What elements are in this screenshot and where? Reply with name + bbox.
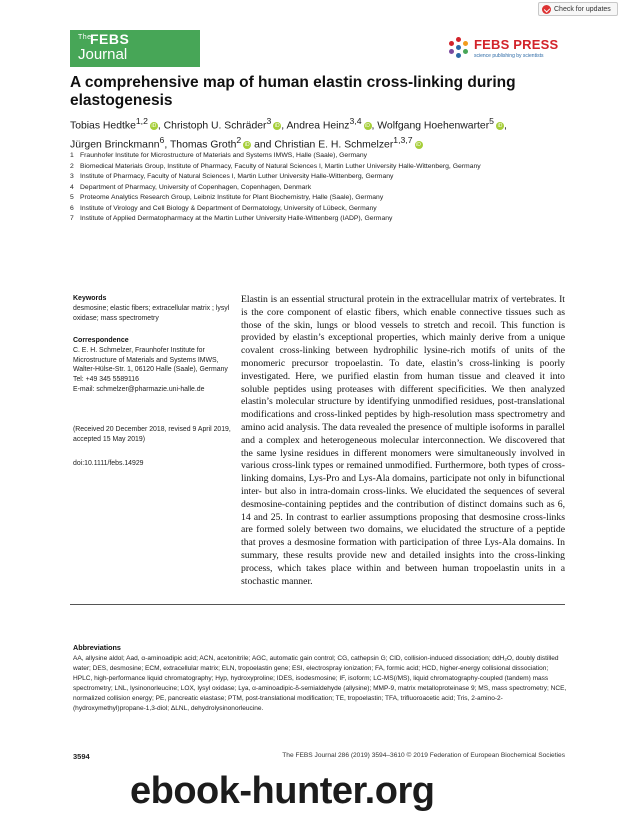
journal-citation: The FEBS Journal 286 (2019) 3594–3610 © 2019 Federation of European Biochemical Societies [282,752,565,759]
doi[interactable]: doi:10.1111/febs.14929 [73,460,144,467]
author-name: Wolfgang Hoehenwarter [377,120,490,132]
febs-press-name: FEBS PRESS [474,37,559,52]
author-affiliation-mark: 3,4 [349,116,362,126]
correspondence-block [73,336,233,395]
affiliation-number: 4 [70,183,74,191]
author-name: Thomas Groth [169,139,237,151]
orcid-icon[interactable]: iD [416,142,421,149]
author-affiliation-mark: 3 [266,116,272,126]
correspondence-email[interactable]: E-mail: schmelzer@pharmazie.uni-halle.de [73,385,205,393]
watermark: ebook-hunter.org [130,770,435,812]
author-separator: , [281,120,287,132]
author-separator: , [504,120,507,132]
febs-press-mark-icon [448,37,470,59]
author-name: Andrea Heinz [286,120,350,132]
orcid-icon[interactable]: iD [151,122,157,129]
affiliation-number: 5 [70,194,74,201]
orcid-icon[interactable]: iD [244,142,250,149]
affiliation-number: 3 [70,173,74,180]
article-title: A comprehensive map of human elastin cross-linking during elastogenesis [70,74,516,109]
author-separator: , [164,139,170,151]
affiliation-text: Department of Pharmacy, University of Copenhagen, Copenhagen, Denmark [80,183,312,191]
febs-journal-logo [70,30,200,67]
abbreviations-heading: Abbreviations [73,643,121,652]
affiliation-number: 1 [70,152,74,159]
author-name: Christian E. H. Schmelzer [274,139,394,151]
affiliation-text: Institute of Applied Dermatopharmacy at the Martin Luther University Halle-Wittenberg (IADP), Germany [80,215,393,222]
abstract-text: Elastin is an essential structural protein in the extracellular matrix of vertebrates. It is the core component of elastic fibers, which enable connective tissues such as those of the skin, lungs or blood vessels to stretch and recoil. This function is provided by elastin’s exceptional properties, which mainly derive from a unique covalent cross-linking between hydrophilic lysine-rich motifs of units of the monomeric precursor tropoelastin. To date, elastin’s cross-linking is poorly investigated. Here, we purified elastin from human tissue and cleaved it into soluble peptides using proteases with different specificities. We then analyzed elastin’s molecular structure by identifying unmodified residues, post-translational modifications and cross-linked peptides by high-resolution mass spectrometry and amino acid analysis. The data revealed the presence of multiple isoforms in parallel and a complex and heterogeneous molecular interconnection. We discovered that the same lysine residues in different monomers were simultaneously involved in various cross-link types or remained unmodified. Furthermore, both types of cross-linking domains, Lys-Pro and Lys-Ala domains, participate not only in bifunctional inter- but also in intra-domain cross-links. We elucidated the sequences of several desmosine-containing peptides and the contribution of distinct domains such as 6, 14 and 25. In contrast to earlier assumptions proposing that desmosine cross-links are formed solely between two domains, we elucidated the structure of a peptide that proves a desmosine formation with participation of three Lys-Ala domains. In summary, these results provide new and detailed insights into the cross-linking process, which takes place within and between human tropoelastin units in a stochastic manner. [241,294,565,587]
author-name: Christoph U. Schräder [163,120,267,132]
affiliation-item [70,172,590,183]
affiliation-text: Institute of Pharmacy, Faculty of Natural Sciences I, Martin Luther University Halle-Wittenberg, Germany [80,173,394,180]
affiliation-text: Proteome Analytics Research Group, Leibniz Institute for Plant Biochemistry, Halle (Saale), Germany [80,194,384,201]
check-for-updates-button[interactable] [538,2,618,16]
author-affiliation-mark: 1,3,7 [393,135,413,146]
author-name: Tobias Hedtke [70,120,136,132]
check-updates-icon [542,5,551,14]
affiliation-list [70,151,590,225]
affiliation-item [70,193,590,204]
affiliation-text: Institute of Virology and Cell Biology & Department of Dermatology, University of Lübeck, Germany [80,204,377,212]
affiliation-item [70,162,590,173]
author-affiliation-mark: 2 [236,135,242,146]
correspondence-address: C. E. H. Schmelzer, Fraunhofer Institute for Microstructure of Materials and Systems IMWS, Walter-Hülse-Str. 1, 06120 Halle (Saale), Germany [73,346,228,374]
page-number: 3594 [73,752,90,761]
section-divider [70,604,565,605]
affiliation-text: Fraunhofer Institute for Microstructure of Materials and Systems IMWS, Halle (Saale), Germany [80,152,368,159]
keywords-text: desmosine; elastic fibers; extracellular matrix ; lysyl oxidase; mass spectrometry [73,304,230,322]
author-name: Jürgen Brinckmann [70,139,160,151]
keywords-heading: Keywords [73,295,107,302]
affiliation-number: 6 [70,204,74,212]
orcid-icon[interactable]: iD [365,122,370,129]
orcid-icon[interactable]: iD [497,122,503,129]
author-separator: , [371,120,378,132]
journal-logo-the: The [78,34,92,41]
febs-press-tagline: science publishing by scientists [474,53,544,59]
correspondence-tel: Tel: +49 345 5589116 [73,376,139,384]
author-affiliation-mark: 1,2 [135,116,148,126]
abbreviations-text: AA, allysine aldol; Aad, α-aminoadipic acid; ACN, acetonitrile; AGC, automatic gain control; CG, cathepsin G; CID, collision-induced dissociation; ddH₂O, doubly distilled water; DES, desmosine; ECM, extracellular matrix; ELN, tropoelastin gene; ESI, electrospray ionization; FA, formic acid; HCD, higher-energy collisional dissociation; HPLC, high-performance liquid chromatography; Hyp, hydroxyproline; IDES, isodesmosine; IF, isoform; LC-MS(/MS), liquid chromatography-coupled (tandem) mass spectrometry; LNL, lysinonorleucine; LOX, lysyl oxidase; Lya, α-aminoadipic-δ-semialdehyde (allysine); MMP-9, matrix metalloproteinase 9; MS, mass spectrometry; NCE, normalized collision energy; PE, pancreatic elastase; PTM, post-translational modification; TE, tropoelastin; TFA, trifluoroacetic acid; Tris, 2-amino-2-(hydroxymethyl)propane-1,3-diol; ΔLNL, dehydrolysinonorleucine. [73,655,567,712]
affiliation-number: 2 [70,162,74,170]
author-list [70,114,570,153]
journal-logo-febs: FEBS [90,31,130,47]
author-affiliation-mark: 6 [159,135,165,146]
febs-press-logo [448,33,568,63]
journal-logo-journal: Journal [78,46,128,63]
author-separator: and [251,139,275,151]
affiliation-number: 7 [70,215,74,222]
orcid-icon[interactable]: iD [274,122,280,129]
affiliation-item [70,214,590,225]
correspondence-heading: Correspondence [73,337,129,344]
affiliation-item [70,151,590,162]
author-separator: , [157,120,164,132]
affiliation-text: Biomedical Materials Group, Institute of Pharmacy, Faculty of Natural Sciences I, Martin Luther University Halle-Wittenberg, Germany [80,162,481,170]
check-updates-label: Check for updates [554,5,611,13]
affiliation-item [70,183,590,194]
affiliation-item [70,204,590,215]
received-dates: (Received 20 December 2018, revised 9 April 2019, accepted 15 May 2019) [73,426,231,443]
keywords-block [73,294,233,323]
author-affiliation-mark: 5 [489,116,494,126]
